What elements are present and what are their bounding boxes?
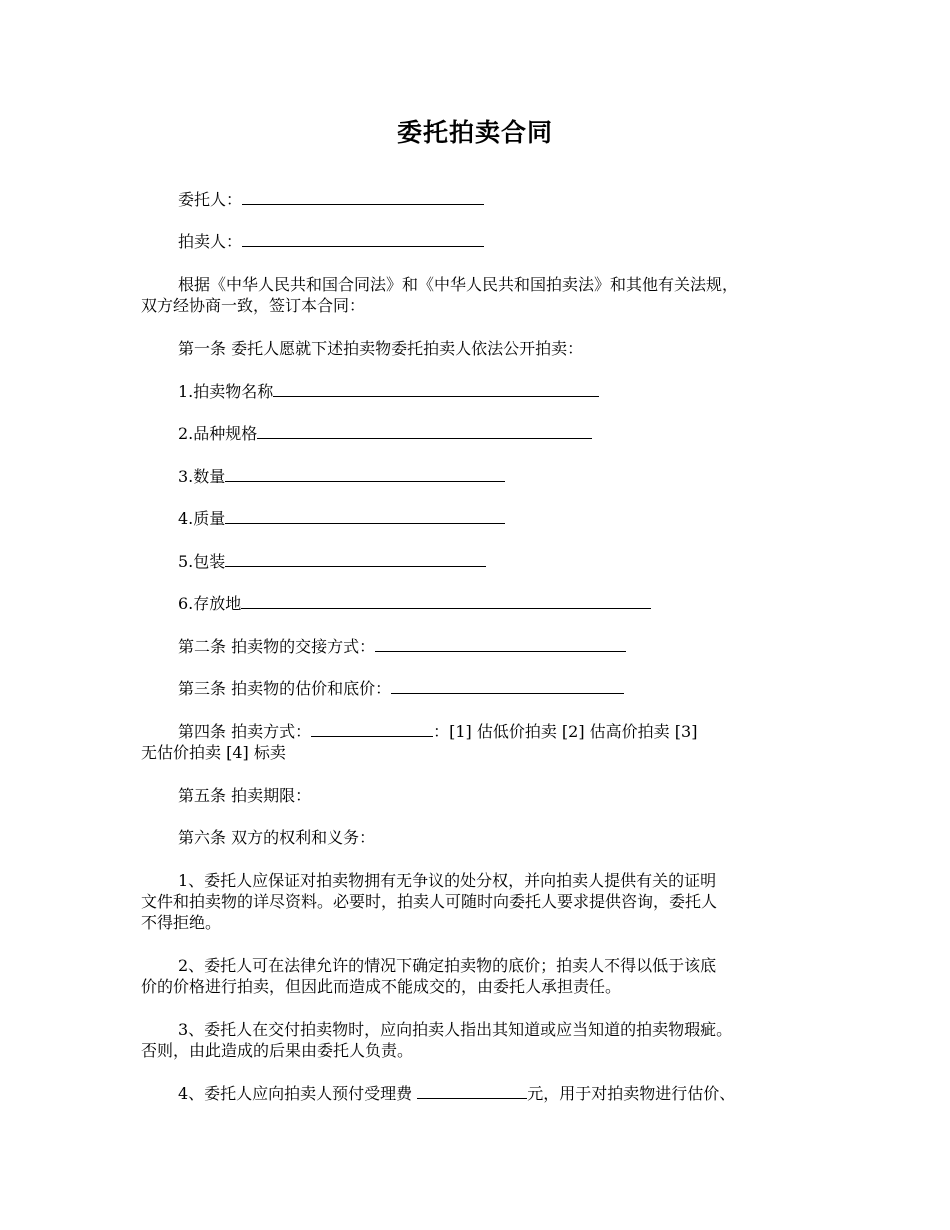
item-quality-line bbox=[178, 508, 505, 529]
article-2-line bbox=[178, 636, 626, 657]
clause-3-line-2: 否则，由此造成的后果由委托人负责。 bbox=[141, 1041, 414, 1060]
article-3-blank bbox=[391, 678, 624, 694]
item-storage-blank bbox=[241, 593, 651, 609]
item-spec-label: 2.品种规格 bbox=[178, 424, 258, 443]
item-quantity-label: 3.数量 bbox=[178, 467, 226, 486]
article-4-line-2: 无估价拍卖 [4] 标卖 bbox=[141, 743, 286, 762]
client-blank bbox=[242, 189, 484, 205]
item-quantity-blank bbox=[225, 466, 505, 482]
preamble-line-2: 双方经协商一致，签订本合同： bbox=[141, 296, 366, 315]
article-5: 第五条 拍卖期限： bbox=[178, 786, 312, 805]
item-spec-line bbox=[178, 423, 592, 444]
item-storage-line bbox=[178, 593, 651, 614]
clause-1-line-3: 不得拒绝。 bbox=[141, 913, 222, 932]
client-line bbox=[178, 189, 484, 210]
article-4-options: ：[1] 估低价拍卖 [2] 估高价拍卖 [3] bbox=[433, 722, 698, 741]
clause-3-line-1: 3、委托人在交付拍卖物时，应向拍卖人指出其知道或应当知道的拍卖物瑕疵。 bbox=[178, 1020, 733, 1039]
item-name-blank bbox=[273, 381, 599, 397]
document-title: 委托拍卖合同 bbox=[396, 118, 553, 147]
item-packaging-line bbox=[178, 551, 486, 572]
article-2-blank bbox=[375, 636, 626, 652]
item-quality-blank bbox=[225, 508, 505, 524]
clause-4-fee-blank bbox=[417, 1083, 527, 1099]
item-quality-label: 4.质量 bbox=[178, 509, 226, 528]
clause-1-line-2: 文件和拍卖物的详尽资料。必要时，拍卖人可随时向委托人要求提供咨询，委托人 bbox=[141, 892, 718, 911]
item-name-label: 1.拍卖物名称 bbox=[178, 382, 274, 401]
auctioneer-blank bbox=[242, 231, 484, 247]
auctioneer-label: 拍卖人： bbox=[178, 232, 243, 251]
item-name-line bbox=[178, 381, 599, 402]
item-spec-blank bbox=[257, 423, 592, 439]
auctioneer-line bbox=[178, 231, 484, 252]
clause-4-line-1 bbox=[178, 1083, 735, 1104]
item-packaging-blank bbox=[225, 551, 486, 567]
item-quantity-line bbox=[178, 466, 505, 487]
article-2-label: 第二条 拍卖物的交接方式： bbox=[178, 637, 376, 656]
preamble-line-1: 根据《中华人民共和国合同法》和《中华人民共和国拍卖法》和其他有关法规， bbox=[178, 275, 739, 294]
item-storage-label: 6.存放地 bbox=[178, 594, 242, 613]
clause-2-line-2: 价的价格进行拍卖，但因此而造成不能成交的，由委托人承担责任。 bbox=[141, 977, 622, 996]
clause-1-line-1: 1、委托人应保证对拍卖物拥有无争议的处分权，并向拍卖人提供有关的证明 bbox=[178, 871, 717, 890]
article-6: 第六条 双方的权利和义务： bbox=[178, 828, 376, 847]
article-4-line-1 bbox=[178, 721, 697, 742]
item-packaging-label: 5.包装 bbox=[178, 552, 226, 571]
clause-4-text-a: 4、委托人应向拍卖人预付受理费 bbox=[178, 1084, 418, 1103]
article-3-label: 第三条 拍卖物的估价和底价： bbox=[178, 679, 392, 698]
clause-4-text-b: 元，用于对拍卖物进行估价、 bbox=[527, 1084, 736, 1103]
article-4-blank bbox=[311, 721, 433, 737]
client-label: 委托人： bbox=[178, 190, 243, 209]
article-3-line bbox=[178, 678, 624, 699]
article-4-label: 第四条 拍卖方式： bbox=[178, 722, 312, 741]
clause-2-line-1: 2、委托人可在法律允许的情况下确定拍卖物的底价；拍卖人不得以低于该底 bbox=[178, 956, 717, 975]
article-1: 第一条 委托人愿就下述拍卖物委托拍卖人依法公开拍卖： bbox=[178, 339, 584, 358]
